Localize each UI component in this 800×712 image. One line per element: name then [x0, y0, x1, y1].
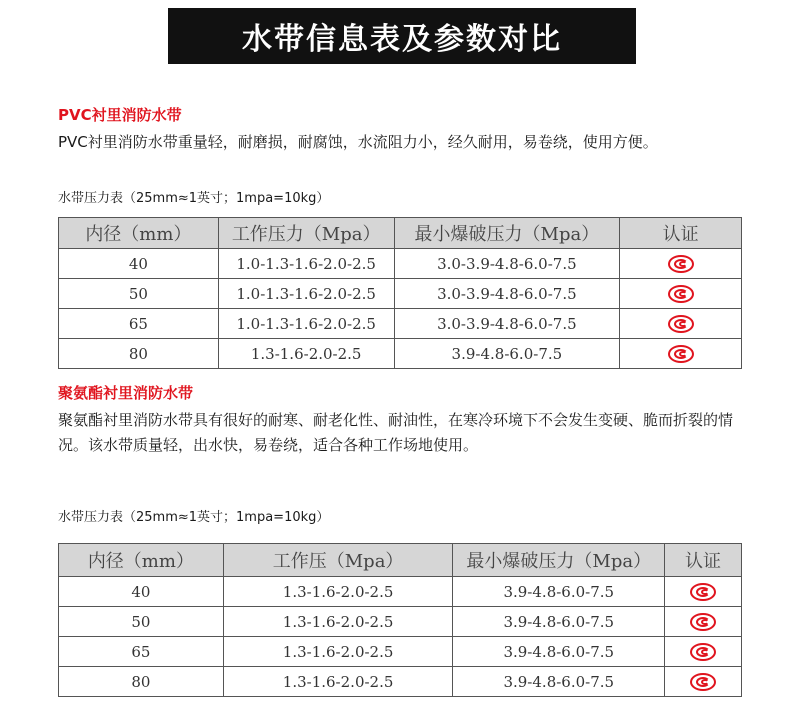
cell-burst-pressure: 3.0-3.9-4.8-6.0-7.5 — [394, 279, 620, 309]
table-row — [59, 607, 742, 637]
cell-diameter: 80 — [59, 667, 224, 697]
table-row — [59, 339, 742, 369]
pu-spec-table — [58, 543, 742, 697]
cell-burst-pressure: 3.9-4.8-6.0-7.5 — [394, 339, 620, 369]
cell-burst-pressure: 3.0-3.9-4.8-6.0-7.5 — [394, 249, 620, 279]
col-header-burst-pressure: 最小爆破压力（Mpa） — [453, 544, 665, 577]
cell-burst-pressure: 3.9-4.8-6.0-7.5 — [453, 607, 665, 637]
ccc-certification-icon — [690, 673, 716, 691]
ccc-certification-icon — [668, 345, 694, 363]
table-row — [59, 577, 742, 607]
cell-certification — [620, 279, 742, 309]
ccc-certification-icon — [668, 315, 694, 333]
pvc-section-title: PVC衬里消防水带 — [58, 106, 182, 124]
cell-diameter: 65 — [59, 309, 219, 339]
cell-certification — [620, 339, 742, 369]
table-header-row — [59, 218, 742, 249]
cell-burst-pressure: 3.9-4.8-6.0-7.5 — [453, 637, 665, 667]
cell-burst-pressure: 3.0-3.9-4.8-6.0-7.5 — [394, 309, 620, 339]
ccc-certification-icon — [668, 285, 694, 303]
cell-certification — [665, 577, 742, 607]
cell-diameter: 40 — [59, 577, 224, 607]
table-row — [59, 279, 742, 309]
cell-certification — [665, 667, 742, 697]
cell-certification — [665, 637, 742, 667]
table-row — [59, 249, 742, 279]
cell-working-pressure: 1.0-1.3-1.6-2.0-2.5 — [218, 279, 394, 309]
col-header-diameter: 内径（mm） — [59, 218, 219, 249]
ccc-certification-icon — [690, 613, 716, 631]
cell-diameter: 65 — [59, 637, 224, 667]
col-header-certification: 认证 — [665, 544, 742, 577]
cell-working-pressure: 1.0-1.3-1.6-2.0-2.5 — [218, 309, 394, 339]
cell-working-pressure: 1.3-1.6-2.0-2.5 — [218, 339, 394, 369]
ccc-certification-icon — [690, 643, 716, 661]
table-row — [59, 309, 742, 339]
cell-working-pressure: 1.3-1.6-2.0-2.5 — [223, 667, 453, 697]
cell-working-pressure: 1.3-1.6-2.0-2.5 — [223, 577, 453, 607]
table-row — [59, 637, 742, 667]
col-header-diameter: 内径（mm） — [59, 544, 224, 577]
cell-working-pressure: 1.0-1.3-1.6-2.0-2.5 — [218, 249, 394, 279]
cell-diameter: 50 — [59, 279, 219, 309]
cell-working-pressure: 1.3-1.6-2.0-2.5 — [223, 607, 453, 637]
ccc-certification-icon — [668, 255, 694, 273]
col-header-working-pressure: 工作压（Mpa） — [223, 544, 453, 577]
cell-working-pressure: 1.3-1.6-2.0-2.5 — [223, 637, 453, 667]
pu-description: 聚氨酯衬里消防水带具有很好的耐寒、耐老化性、耐油性，在寒冷环境下不会发生变硬、脆而折裂的情况。该水带质量轻，出水快，易卷绕，适合各种工作场地使用。 — [58, 411, 734, 454]
pvc-pressure-caption: 水带压力表（25mm≈1英寸；1mpa=10kg） — [58, 191, 330, 206]
cell-certification — [665, 607, 742, 637]
ccc-certification-icon — [690, 583, 716, 601]
table-row — [59, 667, 742, 697]
cell-diameter: 40 — [59, 249, 219, 279]
pu-section-title: 聚氨酯衬里消防水带 — [58, 384, 194, 402]
cell-certification — [620, 249, 742, 279]
pvc-spec-table — [58, 217, 742, 369]
banner-title: 水带信息表及参数对比 — [242, 22, 562, 57]
col-header-certification: 认证 — [620, 218, 742, 249]
cell-burst-pressure: 3.9-4.8-6.0-7.5 — [453, 667, 665, 697]
cell-burst-pressure: 3.9-4.8-6.0-7.5 — [453, 577, 665, 607]
col-header-working-pressure: 工作压力（Mpa） — [218, 218, 394, 249]
cell-certification — [620, 309, 742, 339]
cell-diameter: 80 — [59, 339, 219, 369]
page-banner — [168, 8, 636, 64]
cell-diameter: 50 — [59, 607, 224, 637]
col-header-burst-pressure: 最小爆破压力（Mpa） — [394, 218, 620, 249]
pu-pressure-caption: 水带压力表（25mm≈1英寸；1mpa=10kg） — [58, 510, 330, 525]
table-header-row — [59, 544, 742, 577]
pvc-description: PVC衬里消防水带重量轻，耐磨损，耐腐蚀，水流阻力小，经久耐用，易卷绕，使用方便。 — [58, 133, 658, 151]
